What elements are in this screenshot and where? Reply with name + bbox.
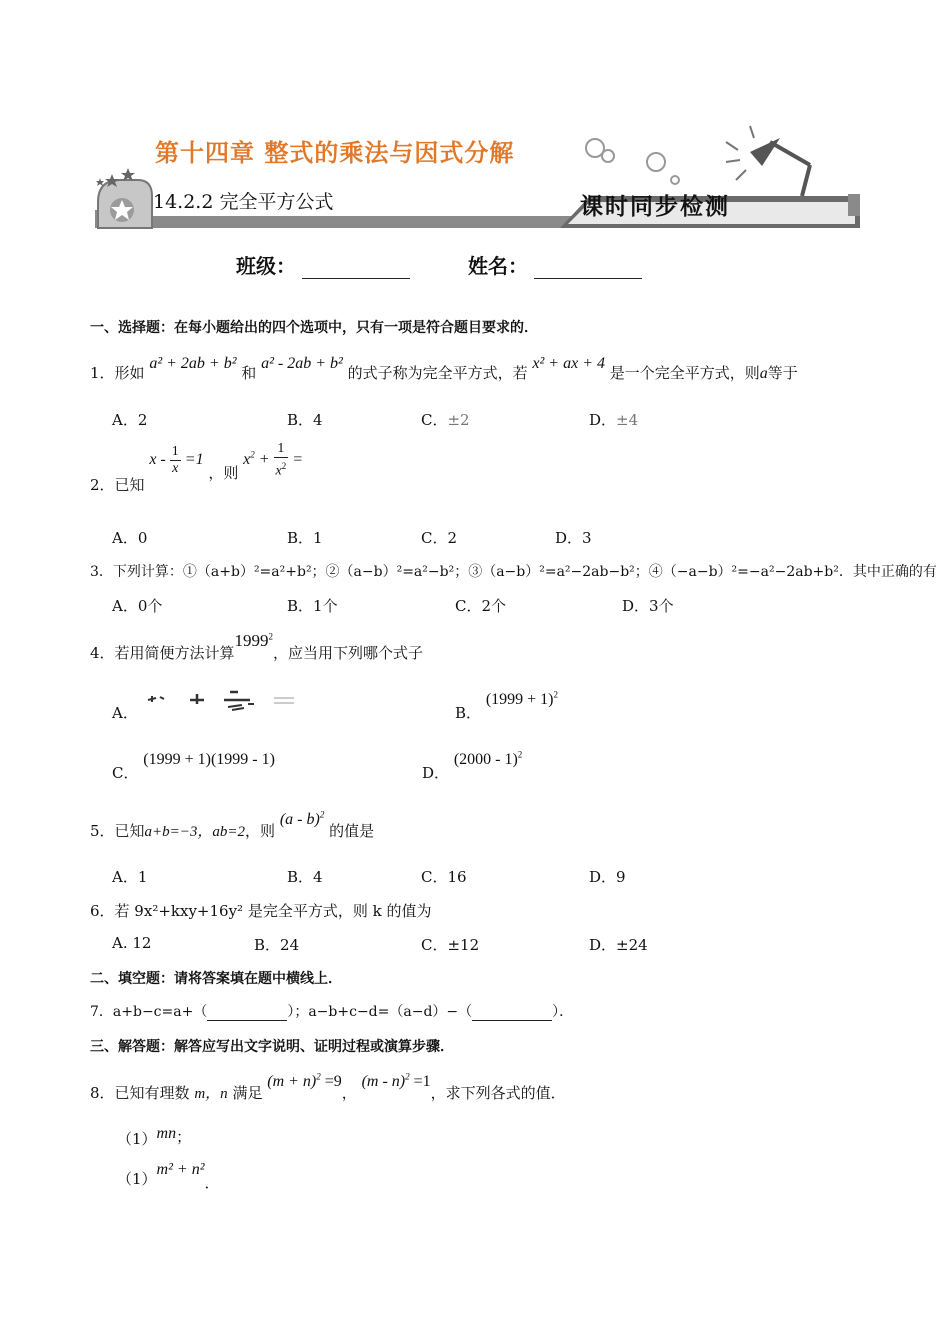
q1-text-3: 是一个完全平方式，则 <box>609 364 760 382</box>
q2-option-c[interactable]: C．2 <box>421 529 458 547</box>
q1-stem <box>90 355 798 383</box>
q5-number: 5．已知 <box>90 822 145 840</box>
q2-number: 2．已知 <box>90 476 145 494</box>
q1-formula-3: x² + ax + 4 <box>532 355 605 372</box>
sync-label: 课时同步检测 <box>580 193 730 220</box>
name-blank[interactable] <box>534 260 642 279</box>
q4-option-a-label: A． <box>112 704 138 722</box>
q3-stem: 3．下列计算：①（a+b）²=a²+b²；②（a−b）²=a²−b²；③（a−b）²=a²−2ab−b²；④（−a−b）²=−a²−2ab+b²．其中正确的有 <box>90 564 937 580</box>
q8-eq-2: (m - n)$^2$ =1 <box>361 1071 431 1090</box>
q1-option-b[interactable]: B．4 <box>287 411 323 429</box>
section-heading <box>153 187 334 214</box>
q4-option-b[interactable] <box>455 688 558 722</box>
q1-text-2: 的式子称为完全平方式，若 <box>347 364 528 382</box>
q8-part-2-end: ． <box>204 1174 220 1192</box>
q6-stem: 6．若 9x²+kxy+16y² 是完全平方式，则 k 的值为 <box>90 902 432 920</box>
q3-option-b[interactable]: B．1个 <box>287 597 338 615</box>
q4-number: 4．若用简便方法计算 <box>90 644 235 662</box>
q8-sep: ， <box>341 1084 357 1102</box>
q5-then: ，则 <box>245 822 276 840</box>
q1-text-4: 等于 <box>767 364 798 382</box>
name-label: 姓名： <box>468 254 528 278</box>
q5-option-d[interactable]: D．9 <box>589 868 626 886</box>
q2-expression: $x^2$ + $\frac{1}{x^2}$ = <box>243 441 304 479</box>
q4-option-b-label: B． <box>455 704 482 722</box>
chapter-title: 第十四章 整式的乘法与因式分解 <box>155 139 515 167</box>
q1-var: a <box>759 365 768 382</box>
q1-option-d-label: D． <box>589 411 617 429</box>
q8-part-1-expr: mn <box>156 1125 177 1142</box>
q3-option-d[interactable]: D．3个 <box>622 597 674 615</box>
q5-stem <box>90 808 375 840</box>
class-field[interactable] <box>236 250 410 279</box>
q2-condition: x - $\frac{1}{x}$ =1 <box>149 443 204 476</box>
q2-option-a[interactable]: A．0 <box>112 529 148 547</box>
section-3-heading: 三、解答题：解答应写出文字说明、证明过程或演算步骤． <box>90 1039 454 1055</box>
q1-option-a[interactable]: A．2 <box>112 411 148 429</box>
q8-stem <box>90 1070 566 1102</box>
q6-option-a[interactable]: A. 12 <box>112 934 152 952</box>
q6-option-c[interactable]: C．±12 <box>421 936 480 954</box>
q4-option-d-label: D． <box>422 764 450 782</box>
q2-option-b[interactable]: B．1 <box>287 529 323 547</box>
q3-option-a[interactable]: A．0个 <box>112 597 163 615</box>
q7-stem <box>90 1001 573 1021</box>
q4-base: 1999$^2$ <box>234 631 274 650</box>
q1-formula-1: a² + 2ab + b² <box>149 355 237 372</box>
q4-text: ，应当用下列哪个式子 <box>273 644 424 662</box>
q4-option-d[interactable] <box>422 748 523 782</box>
q7-text-1: 7．a+b−c=a+（ <box>90 1004 208 1020</box>
q1-option-d-value: ±4 <box>616 411 639 429</box>
q4-option-d-expr: (2000 - 1)$^2$ <box>453 749 523 768</box>
q1-number: 1．形如 <box>90 364 145 382</box>
q1-and: 和 <box>241 364 257 382</box>
q8-tail: ，求下列各式的值． <box>430 1084 566 1102</box>
q7-blank-1[interactable] <box>207 1006 287 1021</box>
q1-option-d[interactable] <box>589 409 638 430</box>
q5-option-c[interactable]: C．16 <box>421 868 467 886</box>
q7-text-3: ）． <box>552 1004 574 1020</box>
q4-option-a-garbled-formula <box>146 688 298 714</box>
q3-option-c[interactable]: C．2个 <box>455 597 507 615</box>
section-title: 完全平方公式 <box>219 191 334 213</box>
q4-option-b-expr: $(1999 + 1)^2$ <box>485 689 558 708</box>
q6-option-d[interactable]: D．±24 <box>589 936 648 954</box>
q1-option-c-value: ±2 <box>447 411 470 429</box>
q8-part-1-end: ； <box>176 1128 192 1146</box>
q8-text: 满足 <box>232 1084 263 1102</box>
q8-part-1 <box>117 1126 191 1147</box>
q4-option-c[interactable] <box>112 748 275 782</box>
q4-option-c-label: C． <box>112 764 139 782</box>
q4-option-c-expr: (1999 + 1)(1999 - 1) <box>143 751 275 768</box>
q8-part-2 <box>117 1161 220 1192</box>
q8-part-2-expr: m² + n² <box>156 1161 205 1178</box>
q8-part-2-label: （1） <box>117 1170 157 1188</box>
q2-stem <box>90 441 304 494</box>
banner-graphic <box>90 110 865 235</box>
name-field[interactable] <box>468 250 642 279</box>
q8-number: 8．已知有理数 <box>90 1084 190 1102</box>
section-number: 14.2.2 <box>153 191 214 213</box>
q6-option-b[interactable]: B．24 <box>254 936 300 954</box>
q4-stem <box>90 630 424 662</box>
q2-then: ，则 <box>208 464 239 482</box>
q1-option-c-label: C． <box>421 411 448 429</box>
q5-tail: 的值是 <box>329 822 375 840</box>
q1-formula-2: a² - 2ab + b² <box>261 355 343 372</box>
q5-expression: (a - b)$^2$ <box>279 809 325 828</box>
q7-text-2: ）；a−b+c−d=（a−d）−（ <box>287 1004 473 1020</box>
q7-blank-2[interactable] <box>472 1006 552 1021</box>
q8-eq-1: $(m + n)^2 =9$ <box>267 1071 342 1090</box>
q8-part-1-label: （1） <box>117 1130 157 1148</box>
q5-option-b[interactable]: B．4 <box>287 868 323 886</box>
q8-vars: m，n <box>194 1086 228 1102</box>
class-label: 班级： <box>236 254 296 278</box>
q2-option-d[interactable]: D．3 <box>555 529 592 547</box>
class-blank[interactable] <box>302 260 410 279</box>
section-1-heading: 一、选择题：在每小题给出的四个选项中，只有一项是符合题目要求的． <box>90 320 538 336</box>
q5-option-a[interactable]: A．1 <box>112 868 148 886</box>
section-2-heading: 二、填空题：请将答案填在题中横线上． <box>90 971 342 987</box>
q4-option-a[interactable] <box>112 702 138 723</box>
q1-option-c[interactable] <box>421 409 470 430</box>
q5-condition: a+b=−3，ab=2 <box>144 824 246 840</box>
